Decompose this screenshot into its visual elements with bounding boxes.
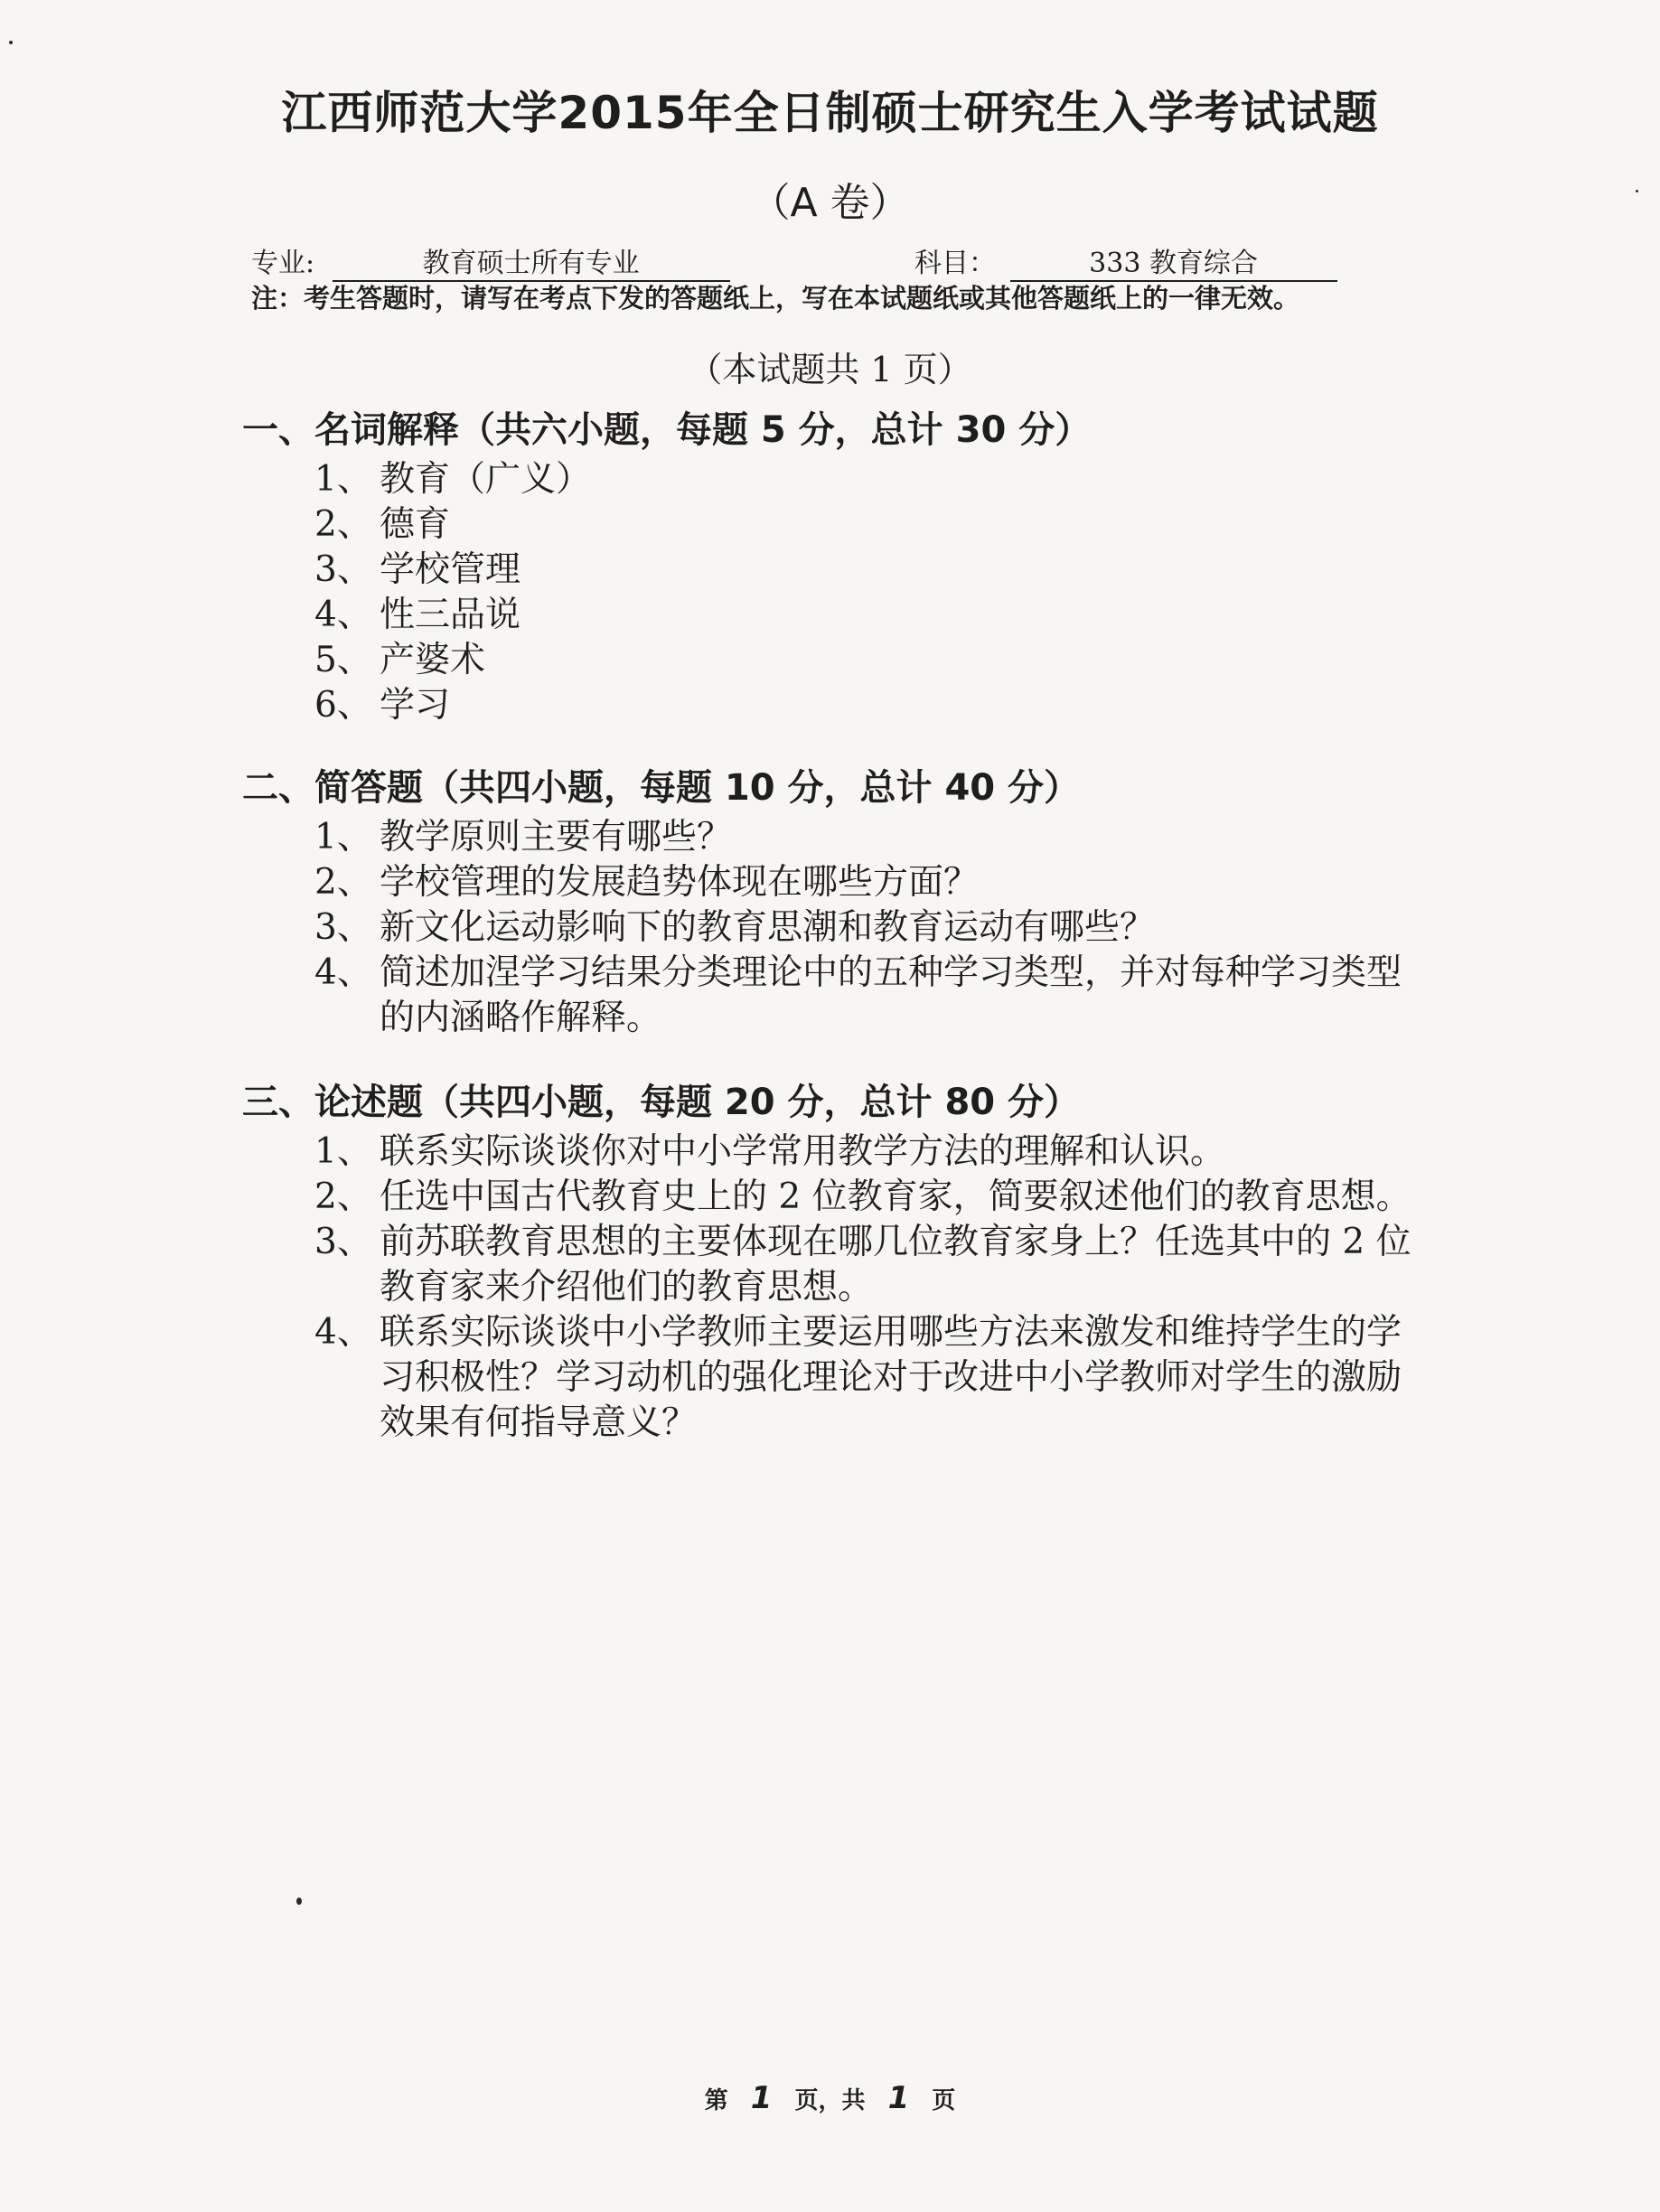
question-text: 学习 xyxy=(380,685,451,726)
question-number: 2、 xyxy=(314,862,372,903)
question-number: 2、 xyxy=(314,1176,372,1217)
question-text: 联系实际谈谈你对中小学常用教学方法的理解和认识。 xyxy=(380,1131,1226,1172)
question-text: 联系实际谈谈中小学教师主要运用哪些方法来激发和维持学生的学习积极性？学习动机的强化理论对于改进中小学教师对学生的激励效果有何指导意义？ xyxy=(380,1312,1402,1443)
question-number: 5、 xyxy=(314,640,372,680)
subject-line xyxy=(914,240,1337,282)
question-text: 学校管理 xyxy=(380,549,521,590)
footer-prefix: 第 xyxy=(704,2087,728,2114)
question-text: 学校管理的发展趋势体现在哪些方面？ xyxy=(380,862,980,903)
question-number: 1、 xyxy=(314,459,372,500)
section-heading: 二、简答题（共四小题，每题 10 分，总计 40 分） xyxy=(242,767,1081,809)
question-text: 教学原则主要有哪些？ xyxy=(380,817,733,858)
scan-speck xyxy=(296,1898,302,1905)
question-text: 德育 xyxy=(380,504,451,545)
section-heading: 三、论述题（共四小题，每题 20 分，总计 80 分） xyxy=(242,1082,1081,1123)
major-value: 教育硕士所有专业 xyxy=(333,248,730,282)
question-item xyxy=(242,1310,1435,1446)
question-text: 任选中国古代教育史上的 2 位教育家，简要叙述他们的教育思想。 xyxy=(380,1176,1411,1217)
question-number: 1、 xyxy=(314,1131,372,1172)
exam-title: 江西师范大学2015年全日制硕士研究生入学考试试题 xyxy=(281,87,1379,139)
question-number: 4、 xyxy=(314,1312,372,1353)
question-text: 性三品说 xyxy=(380,595,521,635)
question-list xyxy=(242,815,1435,1041)
subject-value: 333 教育综合 xyxy=(1010,248,1337,282)
question-item xyxy=(242,502,1435,548)
question-number: 6、 xyxy=(314,685,372,726)
question-text: 简述加涅学习结果分类理论中的五种学习类型，并对每种学习类型的内涵略作解释。 xyxy=(380,952,1402,1038)
question-list xyxy=(242,1129,1435,1446)
section-heading: 一、名词解释（共六小题，每题 5 分，总计 30 分） xyxy=(242,409,1092,451)
footer-current-page: 1 xyxy=(750,2080,773,2116)
section-terms xyxy=(242,403,1435,728)
question-item xyxy=(242,638,1435,683)
question-number: 3、 xyxy=(314,549,372,590)
question-item xyxy=(242,860,1435,905)
question-item xyxy=(242,1129,1435,1175)
question-item xyxy=(242,1175,1435,1220)
page-footer xyxy=(0,2080,1660,2116)
major-label: 专业: xyxy=(251,248,315,279)
section-essay xyxy=(242,1075,1435,1446)
footer-total-pages: 1 xyxy=(887,2080,910,2116)
footer-middle: 页，共 xyxy=(794,2087,866,2114)
major-line xyxy=(251,240,730,282)
question-number: 2、 xyxy=(314,504,372,545)
answer-notice: 注：考生答题时，请写在考点下发的答题纸上，写在本试题纸或其他答题纸上的一律无效。 xyxy=(251,283,1300,314)
question-text: 教育（广义） xyxy=(380,459,592,500)
subject-label: 科目： xyxy=(914,248,996,279)
question-item xyxy=(242,593,1435,638)
paper-version: （A 卷） xyxy=(750,180,910,226)
question-number: 3、 xyxy=(314,907,372,948)
question-number: 4、 xyxy=(314,952,372,993)
question-item xyxy=(242,683,1435,728)
question-item xyxy=(242,548,1435,593)
question-text: 产婆术 xyxy=(380,640,486,680)
question-text: 新文化运动影响下的教育思潮和教育运动有哪些？ xyxy=(380,907,1156,948)
question-text: 前苏联教育思想的主要体现在哪几位教育家身上？任选其中的 2 位教育家来介绍他们的教育思想。 xyxy=(380,1222,1411,1308)
question-list xyxy=(242,457,1435,728)
question-item xyxy=(242,457,1435,502)
question-number: 1、 xyxy=(314,817,372,858)
page-count: （本试题共 1 页） xyxy=(688,350,972,389)
question-item xyxy=(242,951,1435,1041)
question-item xyxy=(242,905,1435,951)
footer-suffix: 页 xyxy=(932,2087,956,2114)
scan-speck xyxy=(1636,190,1638,192)
question-number: 3、 xyxy=(314,1222,372,1262)
section-short-answer xyxy=(242,761,1435,1041)
scan-speck xyxy=(9,41,13,44)
question-item xyxy=(242,1220,1435,1310)
question-item xyxy=(242,815,1435,860)
question-number: 4、 xyxy=(314,595,372,635)
